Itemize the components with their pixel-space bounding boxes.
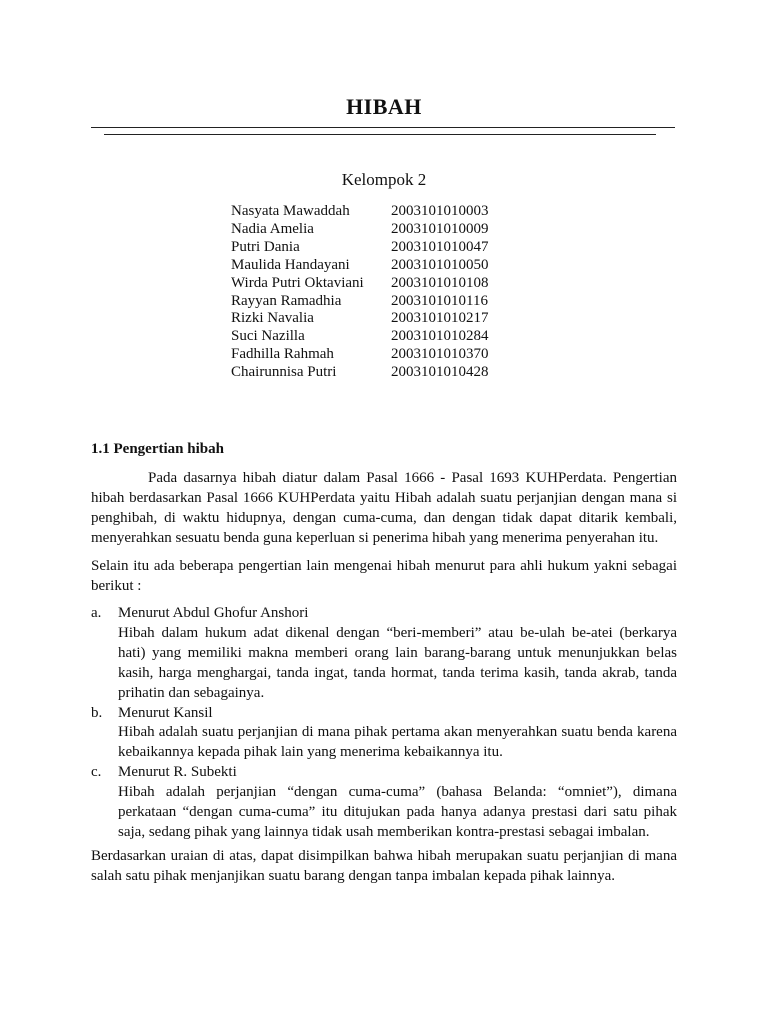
- member-name: Nasyata Mawaddah: [231, 203, 350, 219]
- member-id: 2003101010047: [391, 238, 489, 255]
- list-item-body: Hibah dalam hukum adat dikenal dengan “beri-memberi” atau be-ulah be-atei (berkarya hati) yang memiliki makna memberi orang lain barang-barang untuk menunjukkan belas kasih, harga menghargai, tanda ingat, tanda hormat, tanda terima kasih, tanda akrab, tanda prihatin dan sebagainya.: [118, 624, 677, 701]
- list-item: [91, 604, 677, 704]
- member-id: 2003101010050: [391, 256, 489, 273]
- member-id: 2003101010108: [391, 274, 489, 291]
- document-title: HIBAH: [346, 94, 422, 119]
- list-item: [91, 704, 677, 764]
- member-id: 2003101010116: [391, 292, 488, 309]
- member-id: 2003101010370: [391, 346, 489, 363]
- list-item-body: Hibah adalah suatu perjanjian di mana pihak pertama akan menyerahkan suatu benda karena kebaikannya kepada pihak lain yang menerima kebaikannya itu.: [118, 724, 677, 761]
- member-row: [231, 328, 489, 346]
- member-row: [231, 310, 489, 328]
- list-marker: b.: [91, 704, 103, 721]
- member-name: Maulida Handayani: [231, 256, 350, 273]
- list-marker: a.: [91, 605, 102, 621]
- member-name: Nadia Amelia: [231, 220, 314, 237]
- member-id: 2003101010217: [391, 310, 489, 327]
- member-row: [231, 203, 489, 221]
- paragraph-intro: Selain itu ada beberapa pengertian lain mengenai hibah menurut para ahli hukum yakni sebagai berikut :: [91, 558, 677, 594]
- title-rule-thick: [91, 127, 675, 128]
- member-id: 2003101010428: [391, 364, 489, 381]
- member-id: 2003101010009: [391, 220, 489, 237]
- list-item-body: Hibah adalah perjanjian “dengan cuma-cuma” (bahasa Belanda: “omniet”), dimana perkataan “dengan cuma-cuma” itu ditujukan pada hanya adanya prestasi dari satu pihak saja, sedang pihak yang lainnya tidak usah memberikan kontra-prestasi sebagai imbalan.: [118, 784, 677, 840]
- member-name: Putri Dania: [231, 238, 300, 255]
- member-name: Rayyan Ramadhia: [231, 292, 342, 309]
- member-row: [231, 275, 489, 293]
- section-heading: 1.1 Pengertian hibah: [91, 441, 224, 457]
- member-id: 2003101010284: [391, 328, 489, 345]
- expert-definition-list: [91, 604, 677, 843]
- member-row: [231, 221, 489, 239]
- member-id: 2003101010003: [391, 203, 489, 219]
- member-name: Wirda Putri Oktaviani: [231, 274, 364, 291]
- member-row: [231, 293, 489, 311]
- list-item-heading: Menurut Abdul Ghofur Anshori: [118, 605, 309, 621]
- list-marker: c.: [91, 764, 102, 781]
- member-list: [231, 203, 489, 382]
- list-item-heading: Menurut R. Subekti: [118, 764, 237, 781]
- member-row: [231, 364, 489, 382]
- group-label: Kelompok 2: [341, 170, 427, 189]
- member-row: [231, 346, 489, 364]
- paragraph-definition: Pada dasarnya hibah diatur dalam Pasal 1666 - Pasal 1693 KUHPerdata. Pengertian hibah berdasarkan Pasal 1666 KUHPerdata yaitu Hibah adalah suatu perjanjian dengan mana si penghibah, di waktu hidupnya, dengan cuma-cuma, dan dengan tidak dapat ditarik kembali, menyerahkan sesuatu benda guna keperluan si penerima hibah yang menerima penyerahan itu.: [91, 470, 677, 546]
- member-name: Rizki Navalia: [231, 310, 314, 327]
- member-name: Chairunnisa Putri: [231, 364, 337, 381]
- member-row: [231, 239, 489, 257]
- member-row: [231, 257, 489, 275]
- member-name: Suci Nazilla: [231, 328, 305, 345]
- paragraph-conclusion: Berdasarkan uraian di atas, dapat disimpilkan bahwa hibah merupakan suatu perjanjian di mana salah satu pihak menjanjikan suatu barang dengan tanpa imbalan kepada pihak lainnya.: [91, 848, 677, 884]
- list-item: [91, 763, 677, 843]
- member-name: Fadhilla Rahmah: [231, 346, 334, 363]
- list-item-heading: Menurut Kansil: [118, 704, 213, 721]
- title-rule-thin: [104, 134, 656, 135]
